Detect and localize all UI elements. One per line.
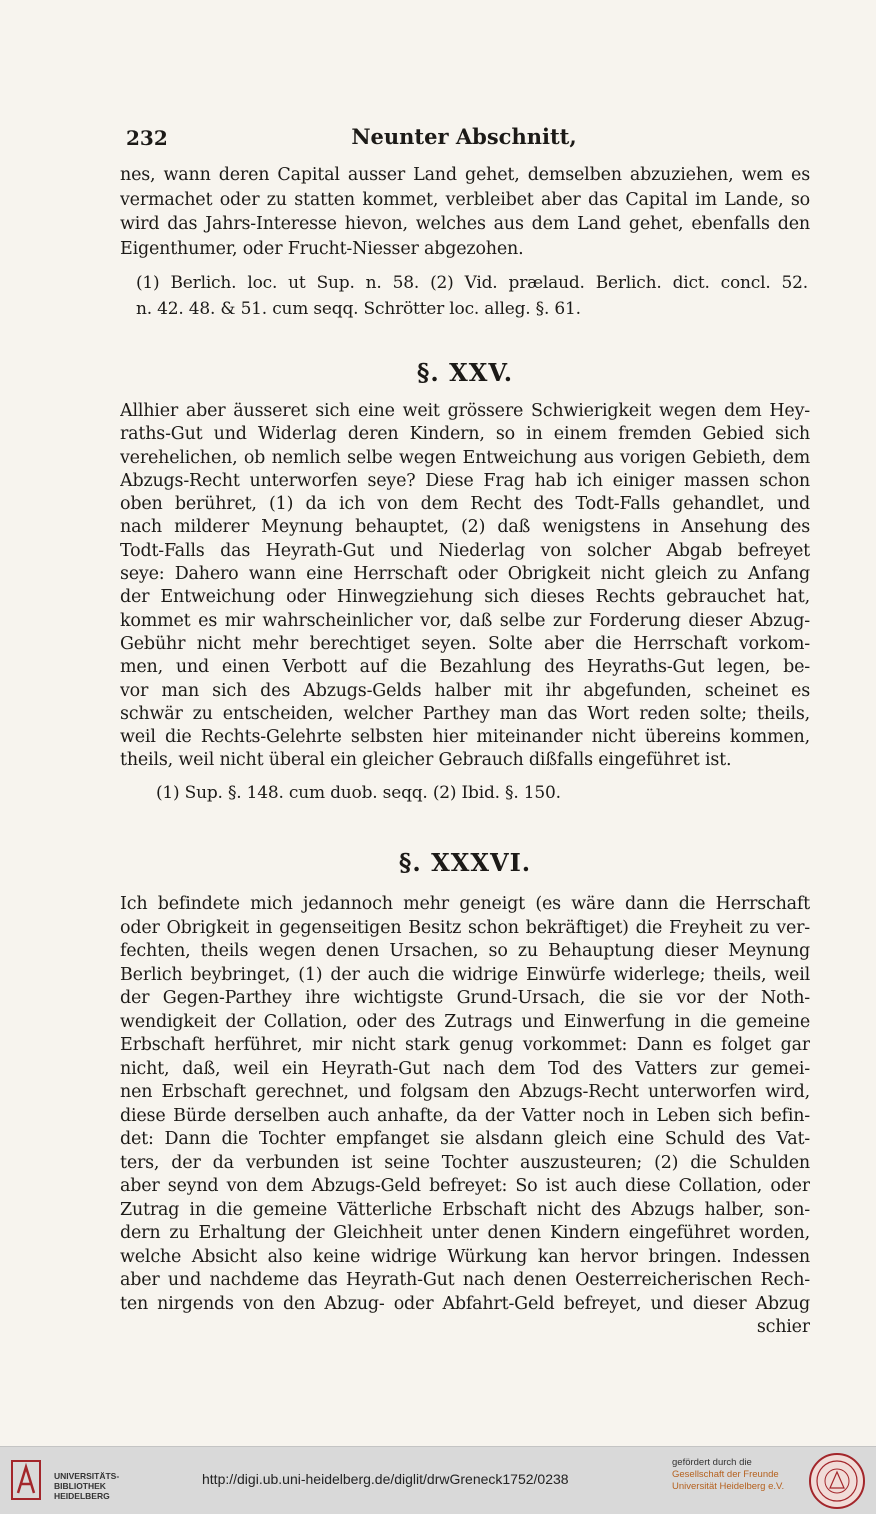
text-line: Erbschaft herführet, mir nicht stark genug vorkommet: Dann es folget gar: [120, 1035, 810, 1055]
text-line: men, und einen Verbott auf die Bezahlung des Heyraths-Gut legen, be-: [120, 657, 810, 678]
text-line: Eigenthumer, oder Frucht-Niesser abgezohen.: [120, 238, 524, 259]
text-line: ten nirgends von den Abzug- oder Abfahrt-Geld befreyet, und dieser Abzug: [120, 1293, 810, 1314]
library-logo[interactable]: [8, 1457, 118, 1505]
text-line: oben berühret, (1) da ich von dem Recht des Todt-Falls gehandlet, und: [120, 494, 810, 515]
text-line: der Entweichung oder Hinwegziehung sich dieses Rechts gebrauchet hat,: [120, 587, 810, 608]
text-line: ters, der da verbunden ist seine Tochter auszusteuren; (2) die Schulden: [120, 1152, 810, 1173]
page-number: 232: [126, 126, 168, 150]
text-line: det: Dann die Tochter empfanget sie alsdann gleich eine Schuld des Vat-: [120, 1129, 810, 1149]
funding-note: [672, 1457, 784, 1493]
text-line: vermachet oder zu statten kommet, verbleibet aber das Capital im Lande, so: [120, 189, 810, 210]
text-line: wendigkeit der Collation, oder des Zutrags und Einwerfung in die gemeine: [120, 1011, 810, 1032]
text-line: dern zu Erhaltung der Gleichheit unter denen Kindern eingeführet worden,: [120, 1223, 810, 1243]
text-line: Berlich beybringet, (1) der auch die widrige Einwürfe widerlege; theils, weil: [120, 964, 810, 985]
section-heading-xxv: §. XXV.: [416, 358, 514, 387]
library-name-line: HEIDELBERG: [54, 1491, 110, 1501]
page-header: [120, 120, 808, 156]
text-line: oder Obrigkeit in gegenseitigen Besitz schon bekräftiget) die Freyheit zu ver-: [120, 917, 810, 938]
text-line: Ich befindete mich jedannoch mehr geneigt (es wäre dann die Herrschaft: [120, 894, 810, 914]
text-line: Allhier aber äusseret sich eine weit grössere Schwierigkeit wegen dem Hey-: [120, 401, 810, 421]
text-line: der Gegen-Parthey ihre wichtigste Grund-Ursach, die sie vor der Noth-: [120, 988, 810, 1008]
catchword: schier: [756, 1317, 810, 1337]
society-name: Gesellschaft der Freunde: [672, 1469, 779, 1480]
text-line: verehelichen, ob nemlich selbe wegen Entweichung aus vorigen Gebieth, dem: [120, 447, 810, 468]
text-line: nen Erbschaft gerechnet, und folgsam den Abzugs-Recht unterworfen wird,: [120, 1082, 810, 1102]
section-xxxvi-body: [120, 893, 810, 1340]
text-line: weil die Rechts-Gelehrte selbsten hier miteinander nicht übereins kommen,: [120, 727, 810, 748]
text-line: wird das Jahrs-Interesse hievon, welches aus dem Land gehet, ebenfalls den: [120, 214, 810, 234]
text-line: schwär zu entscheiden, welcher Parthey man das Wort reden solte; theils,: [120, 703, 810, 724]
text-line: nes, wann deren Capital ausser Land gehet, demselben abzuziehen, wem es: [120, 165, 810, 185]
library-name-line: BIBLIOTHEK: [54, 1481, 106, 1491]
text-line: vor man sich des Abzugs-Gelds halber mit ihr abgefunden, scheinet es: [120, 680, 810, 701]
footnote-2: [156, 780, 756, 806]
library-emblem-icon: [8, 1457, 44, 1503]
text-line: Abzugs-Recht unterworfen seye? Diese Frag hab ich einiger massen schon: [120, 470, 810, 491]
top-paragraph: [120, 163, 810, 261]
text-line: seye: Dahero wann eine Herrschaft oder Obrigkeit nicht gleich zu Anfang: [120, 564, 810, 585]
society-name: Universität Heidelberg e.V.: [672, 1481, 785, 1492]
library-name: [54, 1471, 119, 1501]
text-line: raths-Gut und Widerlag deren Kindern, so in einem fremden Gebied sich: [120, 424, 810, 445]
text-line: kommet es mir wahrscheinlicher vor, daß selbe zur Forderung dieser Abzug-: [120, 610, 810, 631]
text-line: welche Absicht also keine widrige Würkung kan hervor bringen. Indessen: [120, 1246, 810, 1267]
viewer-footer: [0, 1446, 876, 1514]
text-line: nicht, daß, weil ein Heyrath-Gut nach dem Tod des Vatters zur gemei-: [120, 1058, 810, 1079]
text-line: Todt-Falls das Heyrath-Gut und Niederlag von solcher Abgab befreyet: [120, 540, 810, 561]
library-name-line: UNIVERSITÄTS-: [54, 1471, 120, 1481]
footnote-line: n. 42. 48. & 51. cum seqq. Schrötter loc. alleg. §. 61.: [136, 299, 581, 319]
funded-by-label: gefördert durch die: [672, 1457, 752, 1468]
footnote-line: (1) Berlich. loc. ut Sup. n. 58. (2) Vid. prælaud. Berlich. dict. concl. 52.: [136, 273, 808, 293]
footnote-1: [136, 270, 808, 322]
footnote-line: (1) Sup. §. 148. cum duob. seqq. (2) Ibid. §. 150.: [156, 783, 561, 803]
text-line: diese Bürde derselben auch anhafte, da der Vatter noch in Leben sich befin-: [120, 1105, 810, 1126]
permalink-url[interactable]: http://digi.ub.uni-heidelberg.de/diglit/drwGreneck1752/0238: [202, 1471, 569, 1487]
text-line: theils, weil nicht überal ein gleicher Gebrauch dißfalls eingeführet ist.: [120, 750, 732, 771]
text-line: Zutrag in die gemeine Vätterliche Erbschaft nicht des Abzugs halber, son-: [120, 1199, 810, 1220]
section-heading-xxxvi: §. XXXVI.: [398, 848, 532, 877]
text-line: fechten, theils wegen denen Ursachen, so zu Behauptung dieser Meynung: [120, 941, 810, 961]
running-title: Neunter Abschnitt,: [351, 124, 577, 149]
text-line: aber seynd von dem Abzugs-Geld befreyet: So ist auch diese Collation, oder: [120, 1176, 810, 1196]
section-xxv-body: [120, 400, 810, 773]
university-seal-icon: [808, 1452, 866, 1510]
text-line: nach milderer Meynung behauptet, (2) daß wenigstens in Ansehung des: [120, 517, 810, 538]
text-line: aber und nachdeme das Heyrath-Gut nach denen Oesterreicherischen Rech-: [120, 1270, 810, 1290]
text-line: Gebühr nicht mehr berechtiget seyen. Solte aber die Herrschaft vorkom-: [120, 633, 810, 654]
